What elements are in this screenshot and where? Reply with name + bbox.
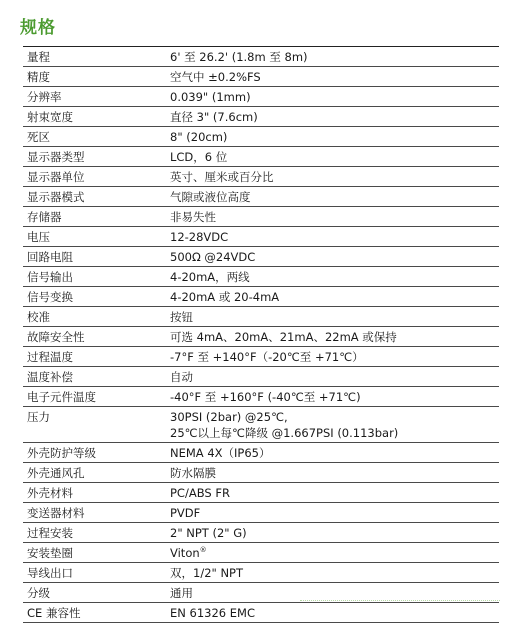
spec-row-enclosure-vent xyxy=(23,463,499,483)
spec-label: 精度 xyxy=(27,69,50,84)
spec-value xyxy=(170,543,499,562)
spec-row-accuracy xyxy=(23,67,499,87)
spec-row-dead-band xyxy=(23,127,499,147)
spec-value: 空气中 ±0.2%FS xyxy=(170,69,261,84)
spec-row-signal-output xyxy=(23,267,499,287)
spec-value: 500Ω @24VDC xyxy=(170,249,256,264)
spec-value: PC/ABS FR xyxy=(170,485,230,500)
spec-label: 量程 xyxy=(27,49,50,64)
spec-label: 变送器材料 xyxy=(27,505,85,520)
spec-label: 安装垫圈 xyxy=(27,545,73,560)
spec-value xyxy=(170,407,499,442)
spec-row-mount-gasket xyxy=(23,543,499,563)
spec-label: 外壳通风孔 xyxy=(27,465,85,480)
registered-mark: ® xyxy=(199,545,207,554)
spec-value: 4-20mA，两线 xyxy=(170,269,250,284)
spec-value: -40°F 至 +160°F (-40℃至 +71℃) xyxy=(170,389,361,404)
spec-row-display-type xyxy=(23,147,499,167)
spec-value: NEMA 4X（IP65） xyxy=(170,445,271,460)
spec-row-beam-width xyxy=(23,107,499,127)
spec-label: 电子元件温度 xyxy=(27,389,96,404)
spec-value: 通用 xyxy=(170,585,193,600)
spec-label: 信号变换 xyxy=(27,289,73,304)
decorative-divider xyxy=(300,600,500,601)
spec-label: 显示器模式 xyxy=(27,189,85,204)
spec-value: 2" NPT (2" G) xyxy=(170,525,247,540)
spec-label: 显示器类型 xyxy=(27,149,85,164)
spec-value: 双，1/2" NPT xyxy=(170,565,244,580)
spec-label: 校准 xyxy=(27,309,50,324)
spec-row-conduit-entry xyxy=(23,563,499,583)
spec-row-electronics-temp xyxy=(23,387,499,407)
spec-value: 0.039" (1mm) xyxy=(170,89,251,104)
spec-value: 非易失性 xyxy=(170,209,216,224)
spec-row-memory xyxy=(23,207,499,227)
spec-row-voltage xyxy=(23,227,499,247)
spec-label: 分辨率 xyxy=(27,89,62,104)
spec-value: 4-20mA 或 20-4mA xyxy=(170,289,280,304)
spec-row-ce-compliance xyxy=(23,603,499,623)
spec-row-process-temp xyxy=(23,347,499,367)
spec-row-resolution xyxy=(23,87,499,107)
spec-label: 存储器 xyxy=(27,209,62,224)
spec-value: -7°F 至 +140°F（-20℃至 +71℃） xyxy=(170,349,364,364)
spec-row-process-mount xyxy=(23,523,499,543)
spec-row-enclosure-material xyxy=(23,483,499,503)
spec-value: 12-28VDC xyxy=(170,229,229,244)
spec-row-pressure xyxy=(23,407,499,443)
spec-table xyxy=(23,46,499,623)
spec-value-line: 30PSI (2bar) @25℃, xyxy=(170,409,288,424)
spec-row-display-mode xyxy=(23,187,499,207)
spec-value-text: Viton xyxy=(170,545,200,560)
spec-value: 8" (20cm) xyxy=(170,129,228,144)
spec-row-loop-resistance xyxy=(23,247,499,267)
spec-label: 温度补偿 xyxy=(27,369,73,384)
spec-value: 可选 4mA、20mA、21mA、22mA 或保持 xyxy=(170,329,397,344)
spec-label: 显示器单位 xyxy=(27,169,85,184)
spec-label: 回路电阻 xyxy=(27,249,73,264)
spec-value: LCD，6 位 xyxy=(170,149,228,164)
spec-value: 6' 至 26.2' (1.8m 至 8m) xyxy=(170,49,308,64)
spec-label: CE 兼容性 xyxy=(27,605,81,620)
spec-label: 过程温度 xyxy=(27,349,73,364)
spec-label: 信号输出 xyxy=(27,269,73,284)
spec-label: 电压 xyxy=(27,229,50,244)
spec-label: 射束宽度 xyxy=(27,109,73,124)
spec-row-enclosure-rating xyxy=(23,443,499,463)
spec-value: 防水隔膜 xyxy=(170,465,216,480)
spec-label: 外壳材料 xyxy=(27,485,73,500)
spec-row-signal-invert xyxy=(23,287,499,307)
spec-label: 压力 xyxy=(27,409,50,424)
spec-label: 外壳防护等级 xyxy=(27,445,96,460)
spec-row-temp-comp xyxy=(23,367,499,387)
spec-row-display-units xyxy=(23,167,499,187)
spec-value-line: 25℃以上每℃降级 @1.667PSI (0.113bar) xyxy=(170,425,399,440)
spec-row-transducer-material xyxy=(23,503,499,523)
spec-value: EN 61326 EMC xyxy=(170,605,255,620)
spec-row-fail-safety xyxy=(23,327,499,347)
spec-value: PVDF xyxy=(170,505,201,520)
spec-label: 分级 xyxy=(27,585,50,600)
spec-label: 过程安装 xyxy=(27,525,73,540)
spec-label: 导线出口 xyxy=(27,565,73,580)
spec-label: 故障安全性 xyxy=(27,329,85,344)
spec-row-range xyxy=(23,47,499,67)
spec-row-calibration xyxy=(23,307,499,327)
page-title: 规格 xyxy=(20,18,56,38)
spec-value: 气隙或液位高度 xyxy=(170,189,251,204)
spec-label: 死区 xyxy=(27,129,50,144)
spec-value: 按钮 xyxy=(170,309,193,324)
spec-value: 英寸、厘米或百分比 xyxy=(170,169,274,184)
spec-value: 自动 xyxy=(170,369,193,384)
spec-value: 直径 3" (7.6cm) xyxy=(170,109,258,124)
